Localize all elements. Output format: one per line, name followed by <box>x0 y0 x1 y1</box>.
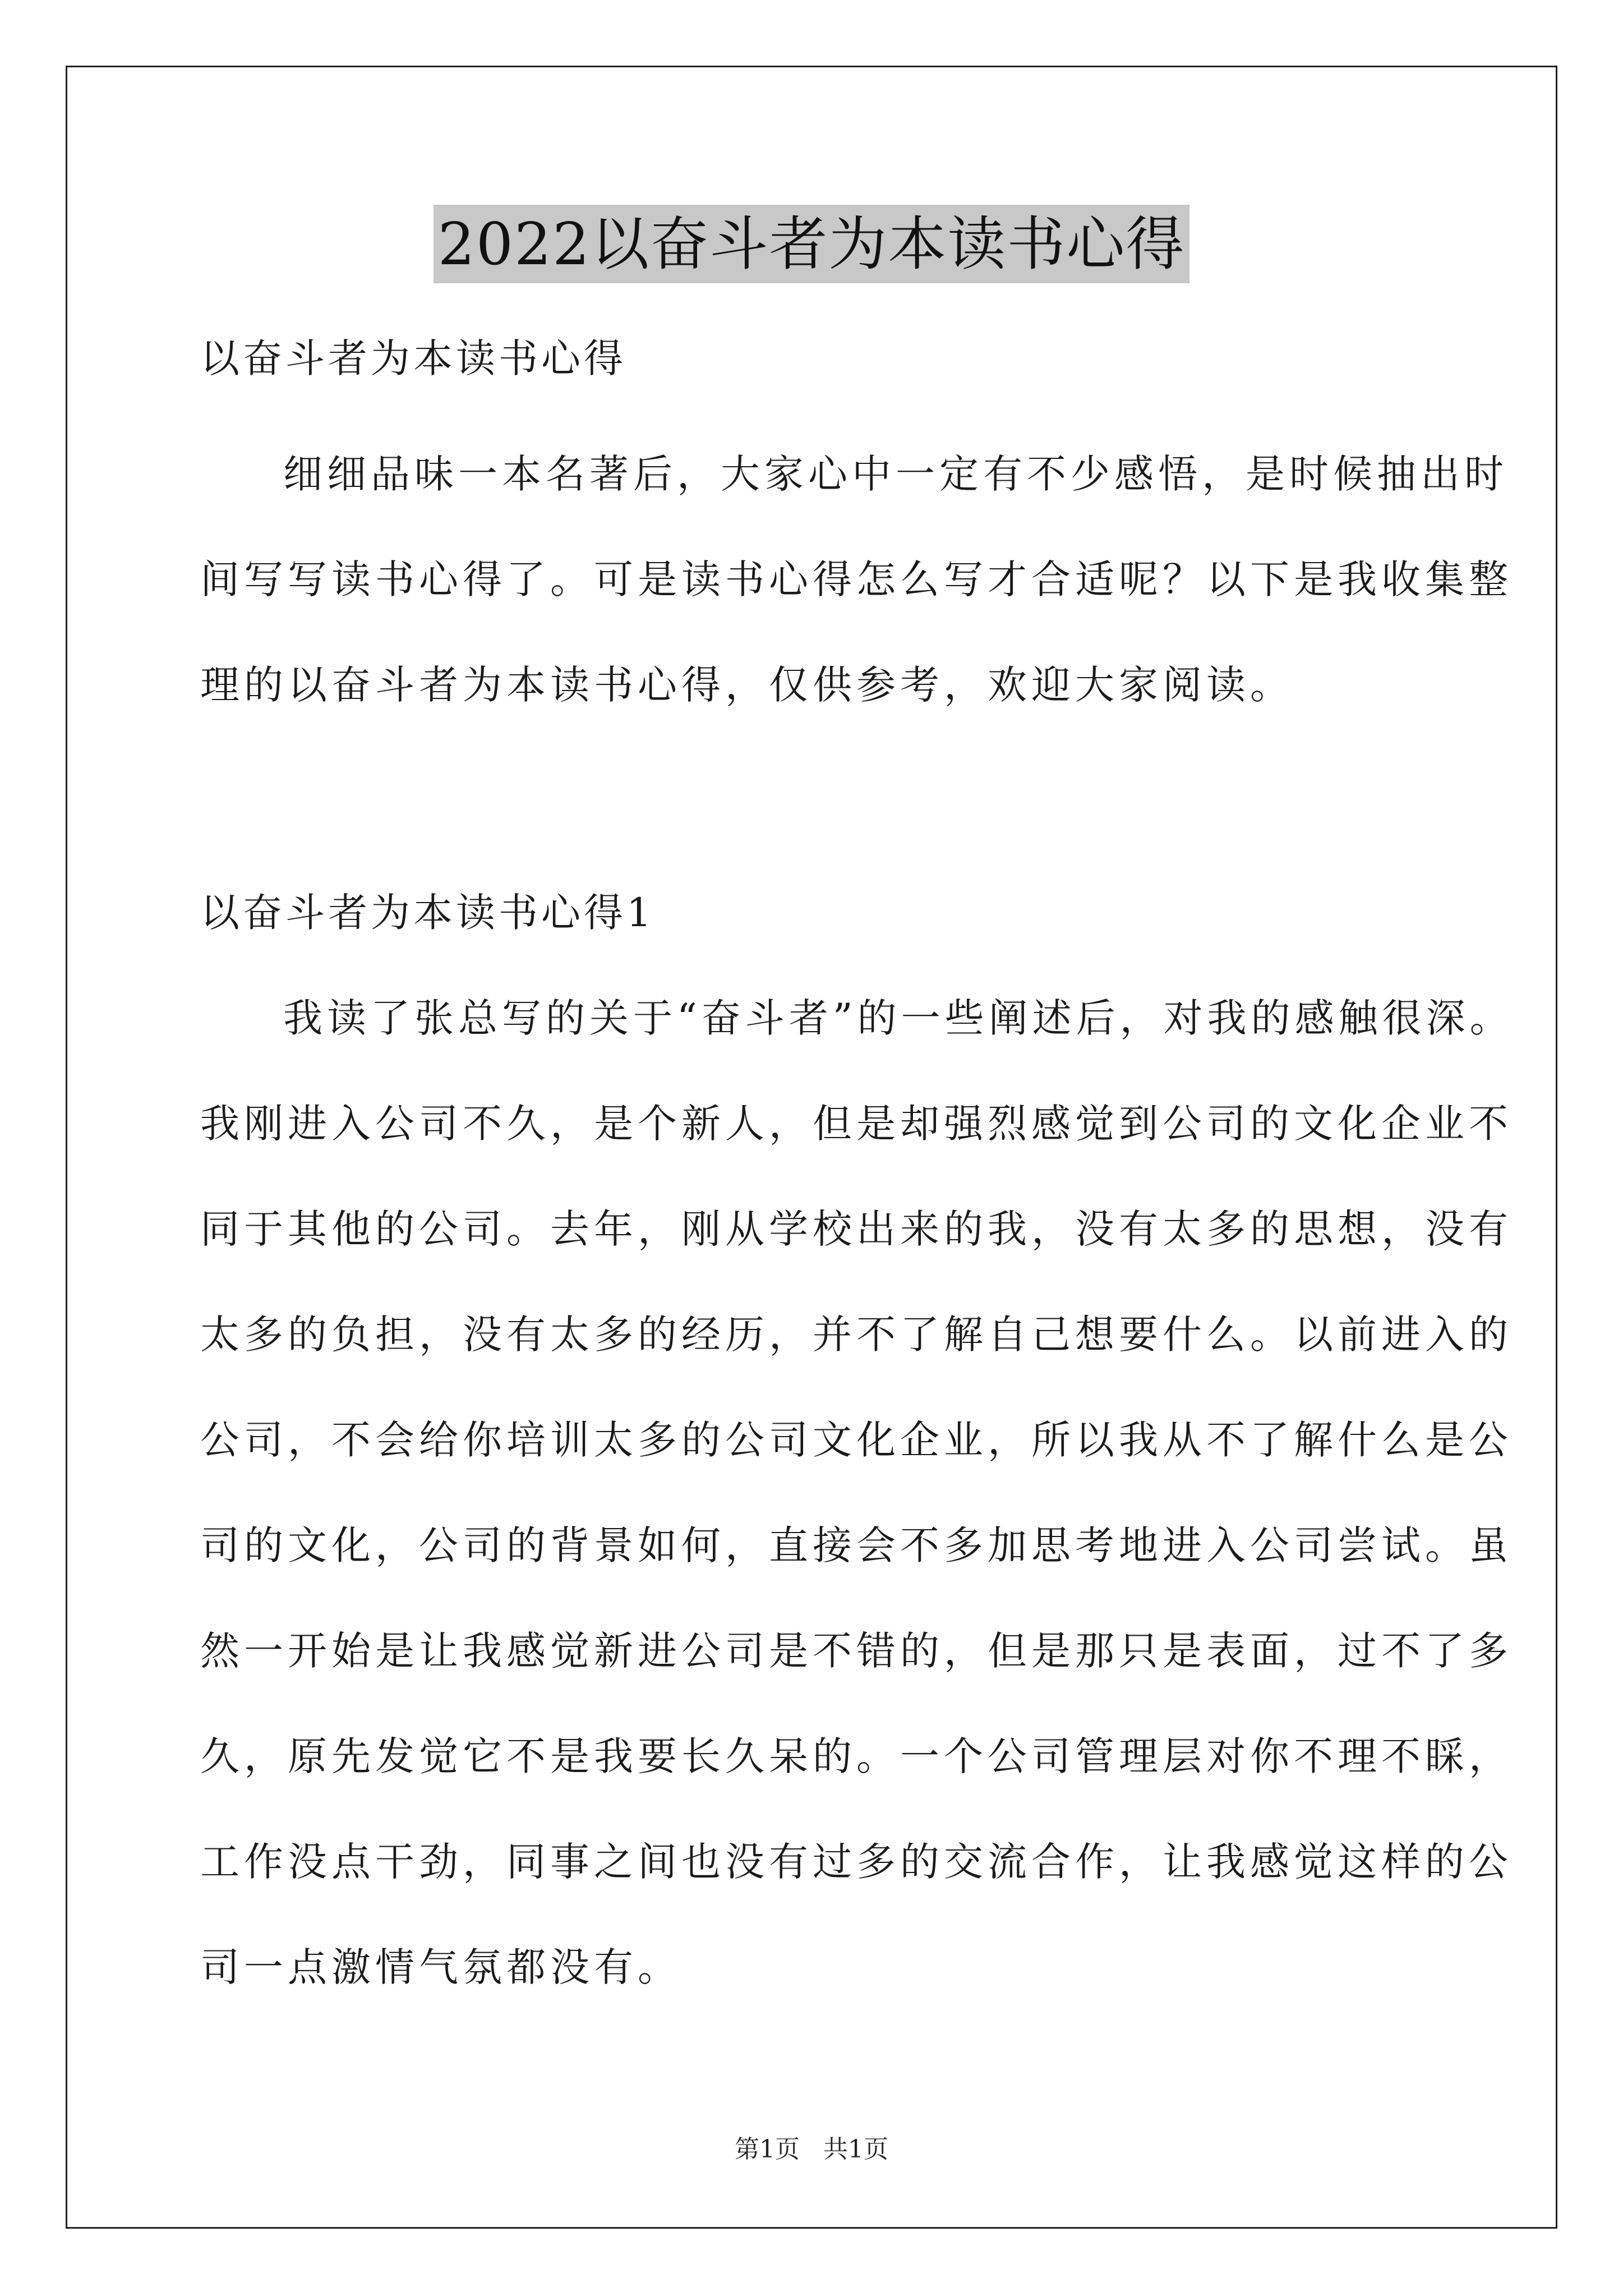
section1-line: 司的文化，公司的背景如何，直接会不多加思考地进入公司尝试。虽 <box>200 1522 1513 1568</box>
section1-line: 同于其他的公司。去年，刚从学校出来的我，没有太多的思想，没有 <box>200 1206 1513 1252</box>
section1-line: 久，原先发觉它不是我要长久呆的。一个公司管理层对你不理不睬， <box>200 1733 1513 1779</box>
page-number-total: 共1页 <box>823 2135 888 2164</box>
intro-heading: 以奋斗者为本读书心得 <box>200 335 626 381</box>
section1-heading: 以奋斗者为本读书心得1 <box>200 890 655 936</box>
section1-line: 司一点激情气氛都没有。 <box>200 1944 681 1990</box>
title-container <box>0 205 1623 283</box>
page-number-current: 第1页 <box>735 2135 800 2164</box>
section1-line: 我刚进入公司不久，是个新人，但是却强烈感觉到公司的文化企业不 <box>200 1101 1513 1147</box>
section1-line: 公司，不会给你培训太多的公司文化企业，所以我从不了解什么是公 <box>200 1417 1513 1463</box>
intro-line: 间写写读书心得了。可是读书心得怎么写才合适呢？以下是我收集整 <box>200 556 1513 602</box>
section1-line: 太多的负担，没有太多的经历，并不了解自己想要什么。以前进入的 <box>200 1312 1513 1358</box>
section1-line: 我读了张总写的关于“奋斗者”的一些阐述后，对我的感触很深。 <box>283 995 1514 1041</box>
document-body <box>200 306 1514 2020</box>
section1-line: 然一开始是让我感觉新进公司是不错的，但是那只是表面，过不了多 <box>200 1628 1513 1674</box>
intro-line: 细细品味一本名著后，大家心中一定有不少感悟，是时候抽出时 <box>283 451 1508 497</box>
section1-line: 工作没点干劲，同事之间也没有过多的交流合作，让我感觉这样的公 <box>200 1839 1513 1885</box>
intro-line: 理的以奋斗者为本读书心得，仅供参考，欢迎大家阅读。 <box>200 662 1294 708</box>
document-title: 2022以奋斗者为本读书心得 <box>434 205 1190 283</box>
page-footer <box>0 2133 1623 2166</box>
